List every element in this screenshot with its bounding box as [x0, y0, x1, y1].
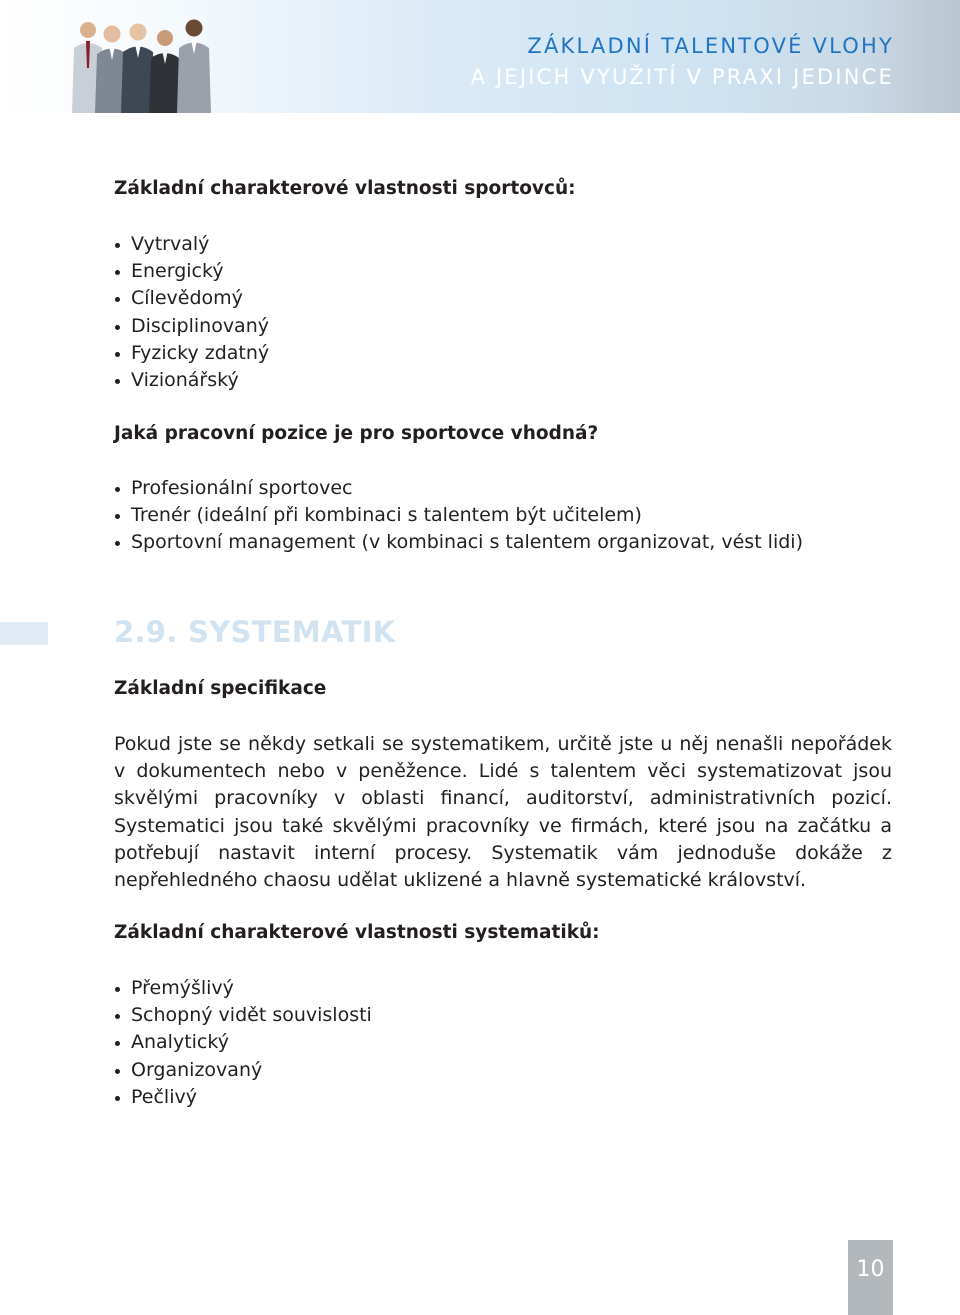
- positions-heading: Jaká pracovní pozice je pro sportovce vhodná?: [114, 423, 599, 444]
- list-item: Cílevědomý: [114, 285, 269, 312]
- sportsmen-traits-list: [114, 231, 269, 394]
- systematik-traits-list: [114, 975, 372, 1111]
- page-number: 10: [848, 1240, 893, 1315]
- positions-list: [114, 475, 803, 557]
- list-item: Analytický: [114, 1029, 372, 1056]
- sportsmen-traits-heading: Základní charakterové vlastnosti sportovců:: [114, 178, 576, 199]
- list-item: Sportovní management (v kombinaci s talentem organizovat, vést lidi): [114, 529, 803, 556]
- list-item: Vizionářský: [114, 367, 269, 394]
- list-item: Energický: [114, 258, 269, 285]
- specification-heading: Základní specifikace: [114, 678, 327, 699]
- systematik-traits-heading: Základní charakterové vlastnosti systematiků:: [114, 922, 600, 943]
- list-item: Vytrvalý: [114, 231, 269, 258]
- list-item: Schopný vidět souvislosti: [114, 1002, 372, 1029]
- page-header: [0, 0, 960, 113]
- header-title-line-2: A JEJICH VYUŽITÍ V PRAXI JEDINCE: [470, 65, 894, 89]
- business-people-photo: [62, 8, 222, 113]
- list-item: Fyzicky zdatný: [114, 340, 269, 367]
- list-item: Pečlivý: [114, 1084, 372, 1111]
- section-marker-bar: [0, 622, 48, 645]
- list-item: Profesionální sportovec: [114, 475, 803, 502]
- section-paragraph: Pokud jste se někdy setkali se systematikem, určitě jste u něj nenašli nepořádek v dokumentech nebo v peněžence. Lidé s talentem věci systematizovat jsou skvělými pracovníky v oblasti financí, auditorství, administrativních pozicí. Systematici jsou také skvělými pracovníky ve firmách, které jsou na začátku a potřebují nastavit interní procesy. Systematik vám jednoduše dokáže z nepřehledného chaosu udělat uklizené a hlavně systematické království.: [114, 733, 892, 892]
- list-item: Trenér (ideální při kombinaci s talentem být učitelem): [114, 502, 803, 529]
- list-item: Přemýšlivý: [114, 975, 372, 1002]
- header-title-line-1: ZÁKLADNÍ TALENTOVÉ VLOHY: [527, 34, 894, 58]
- list-item: Organizovaný: [114, 1057, 372, 1084]
- section-title: 2.9. SYSTEMATIK: [114, 615, 396, 649]
- list-item: Disciplinovaný: [114, 313, 269, 340]
